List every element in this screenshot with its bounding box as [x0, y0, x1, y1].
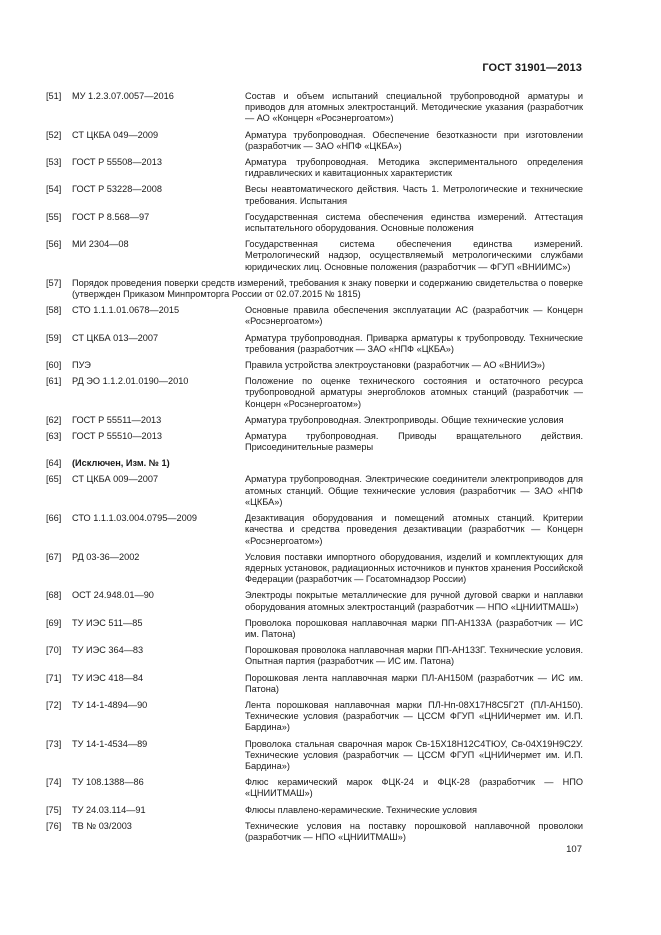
reference-code: СТО 1.1.1.01.0678—2015 [72, 305, 180, 316]
reference-code: РД 03-36—2002 [72, 551, 140, 562]
reference-description: Порошковая лента наплавочная марки ПЛ-АН150М (разработчик — ИС им. Патона) [245, 672, 583, 694]
reference-description: Состав и объем испытаний специальной трубопроводной арматуры и приводов для атомных электростанций. Методические указания (разработчик — АО «Концерн «Росэнергоатом») [245, 91, 583, 124]
reference-description: Флюс керамический марок ФЦК-24 и ФЦК-28 (разработчик — НПО «ЦНИИТМАШ») [245, 777, 583, 799]
reference-description: Арматура трубопроводная. Обеспечение безотказности при изготовлении (разработчик — ЗАО «НПФ «ЦКБА») [245, 129, 583, 151]
reference-code: ГОСТ Р 55510—2013 [72, 431, 162, 442]
reference-code: МУ 1.2.3.07.0057—2016 [72, 91, 174, 101]
reference-number: [74] [46, 777, 62, 788]
reference-entry [46, 552, 583, 586]
reference-entry [46, 645, 583, 667]
reference-number: [75] [46, 804, 62, 815]
reference-description: Арматура трубопроводная. Электроприводы. Общие технические условия [245, 414, 564, 425]
reference-description: Арматура трубопроводная. Приводы вращательного действия. Присоединительные размеры [245, 431, 583, 453]
reference-code: ТУ 14-1-4894—90 [72, 699, 148, 710]
reference-number: [65] [46, 474, 62, 485]
reference-code: ТВ № 03/2003 [72, 820, 132, 831]
reference-description: Государственная система обеспечения единства измерений. Метрологический надзор, осуществляемый метрологическими службами юридических лиц. Основные положения (разработчик — ФГУП «ВНИИМС») [245, 239, 583, 272]
reference-number: [60] [46, 360, 62, 371]
reference-entry [46, 184, 583, 206]
reference-entry [46, 239, 583, 273]
reference-number: [59] [46, 332, 62, 343]
reference-code: ГОСТ Р 55508—2013 [72, 157, 162, 168]
reference-entry [46, 590, 583, 612]
reference-entry [46, 360, 583, 371]
reference-code: ТУ 24.03.114—91 [72, 804, 146, 815]
reference-code: СТ ЦКБА 009—2007 [72, 474, 159, 485]
reference-number: [73] [46, 738, 62, 749]
reference-code: РД ЭО 1.1.2.01.0190—2010 [72, 376, 189, 387]
document-header: ГОСТ 31901—2013 [482, 62, 582, 74]
reference-number: [67] [46, 551, 62, 562]
reference-number: [52] [46, 129, 62, 140]
reference-excluded-note: (Исключен, Изм. № 1) [72, 458, 170, 469]
reference-number: [68] [46, 590, 62, 601]
reference-entry [46, 673, 583, 695]
reference-entry [46, 91, 583, 125]
reference-entry [46, 278, 583, 300]
reference-entry [46, 700, 583, 734]
reference-entry [46, 415, 583, 426]
reference-entry [46, 333, 583, 355]
reference-entry [46, 821, 583, 843]
reference-number: [58] [46, 305, 62, 316]
reference-description: Лента порошковая наплавочная марки ПЛ-Нп-08Х17Н8С5Г2Т (ПЛ-АН150). Технические условия (разработчик — ЦССМ ФГУП «ЦНИИчермет им. И.П. Бардина») [245, 699, 583, 733]
reference-entry [46, 130, 583, 152]
reference-number: [71] [46, 672, 62, 683]
reference-description: Флюсы плавлено-керамические. Технические условия [245, 804, 478, 815]
reference-code: ОСТ 24.948.01—90 [72, 590, 154, 601]
reference-entry [46, 431, 583, 453]
reference-number: [69] [46, 617, 62, 628]
reference-description: Порошковая проволока наплавочная марки ПП-АН133Г. Технические условия. Опытная партия (разработчик — ИС им. Патона) [245, 645, 583, 667]
reference-code: СТ ЦКБА 049—2009 [72, 129, 159, 140]
reference-entry [46, 305, 583, 327]
reference-code: ТУ 14-1-4534—89 [72, 738, 148, 749]
reference-description: Проволока порошковая наплавочная марки ПП-АН133А (разработчик — ИС им. Патона) [245, 617, 583, 639]
reference-number: [61] [46, 376, 62, 387]
reference-description: Дезактивация оборудования и помещений атомных станций. Критерии качества и средства проведения дезактивации (разработчик — Концерн «Росэнергоатом») [245, 513, 583, 546]
reference-entry [46, 458, 583, 469]
reference-code: ТУ 108.1388—86 [72, 777, 144, 788]
reference-code: ТУ ИЭС 364—83 [72, 645, 144, 656]
reference-code: ПУЭ [72, 360, 91, 371]
page-number: 107 [566, 844, 582, 855]
reference-code: ГОСТ Р 8.568—97 [72, 211, 150, 222]
reference-number: [53] [46, 157, 62, 168]
reference-number: [72] [46, 699, 62, 710]
reference-description: Весы неавтоматического действия. Часть 1. Метрологические и технические требования. Испытания [245, 184, 583, 206]
reference-number: [76] [46, 820, 62, 831]
reference-description: Основные правила обеспечения эксплуатации АС (разработчик — Концерн «Росэнергоатом») [245, 305, 583, 327]
reference-description: Арматура трубопроводная. Электрические соединители электроприводов для атомных станций. Общие технические условия (разработчик — ЗАО «НПФ «ЦКБА») [245, 474, 583, 507]
reference-code: ТУ ИЭС 418—84 [72, 672, 144, 683]
reference-description: Порядок проведения поверки средств измерений, требования к знаку поверки и содержанию свидетельства о поверке (утвержден Приказом Минпромторга России от 02.07.2015 № 1815) [72, 277, 583, 300]
reference-entry [46, 376, 583, 410]
reference-number: [66] [46, 513, 62, 524]
reference-description: Арматура трубопроводная. Приварка арматуры к трубопроводу. Технические требования (разработчик — ЗАО «НПФ «ЦКБА») [245, 332, 583, 354]
reference-number: [70] [46, 645, 62, 656]
reference-code: ГОСТ Р 53228—2008 [72, 184, 162, 195]
reference-entry [46, 739, 583, 773]
reference-entry [46, 212, 583, 234]
reference-number: [56] [46, 239, 62, 250]
reference-entry [46, 777, 583, 799]
reference-description: Правила устройства электроустановки (разработчик — АО «ВНИИЭ») [245, 360, 545, 371]
reference-code: МИ 2304—08 [72, 239, 129, 250]
reference-entry [46, 618, 583, 640]
reference-entry [46, 157, 583, 179]
reference-entry [46, 805, 583, 816]
reference-description: Условия поставки импортного оборудования, изделий и комплектующих для ядерных установок, радиационных источников и пунктов хранения Российской Федерации (разработчик — Госатомнадзор России) [245, 551, 583, 585]
reference-description: Проволока стальная сварочная марок Св-15Х18Н12С4ТЮУ, Св-04Х19Н9С2У. Технические условия (разработчик — ЦССМ ФГУП «ЦНИИчермет им. И.П. Бардина») [245, 738, 583, 771]
reference-description: Государственная система обеспечения единства измерений. Аттестация испытательного оборудования. Основные положения [245, 211, 583, 234]
reference-number: [62] [46, 414, 62, 425]
reference-number: [63] [46, 431, 62, 442]
reference-entry [46, 474, 583, 508]
reference-entry [46, 513, 583, 547]
reference-code: СТ ЦКБА 013—2007 [72, 332, 159, 343]
reference-description: Технические условия на поставку порошковой наплавочной проволоки (разработчик — НПО «ЦНИИТМАШ») [245, 820, 583, 842]
reference-number: [57] [46, 277, 62, 288]
reference-number: [55] [46, 211, 62, 222]
reference-number: [51] [46, 91, 62, 101]
reference-code: ГОСТ Р 55511—2013 [72, 414, 162, 425]
reference-description: Арматура трубопроводная. Методика экспериментального определения гидравлических и кавитационных характеристик [245, 157, 583, 179]
reference-code: СТО 1.1.1.03.004.0795—2009 [72, 513, 197, 524]
reference-number: [54] [46, 184, 62, 195]
reference-number: [64] [46, 458, 62, 469]
reference-description: Электроды покрытые металлические для ручной дуговой сварки и наплавки оборудования атомных электростанций (разработчик — НПО «ЦНИИТМАШ») [245, 590, 583, 612]
reference-code: ТУ ИЭС 511—85 [72, 617, 143, 628]
reference-description: Положение по оценке технического состояния и остаточного ресурса трубопроводной арматуры энергоблоков атомных станций (разработчик — Концерн «Росэнергоатом») [245, 376, 583, 409]
reference-list [46, 91, 583, 848]
